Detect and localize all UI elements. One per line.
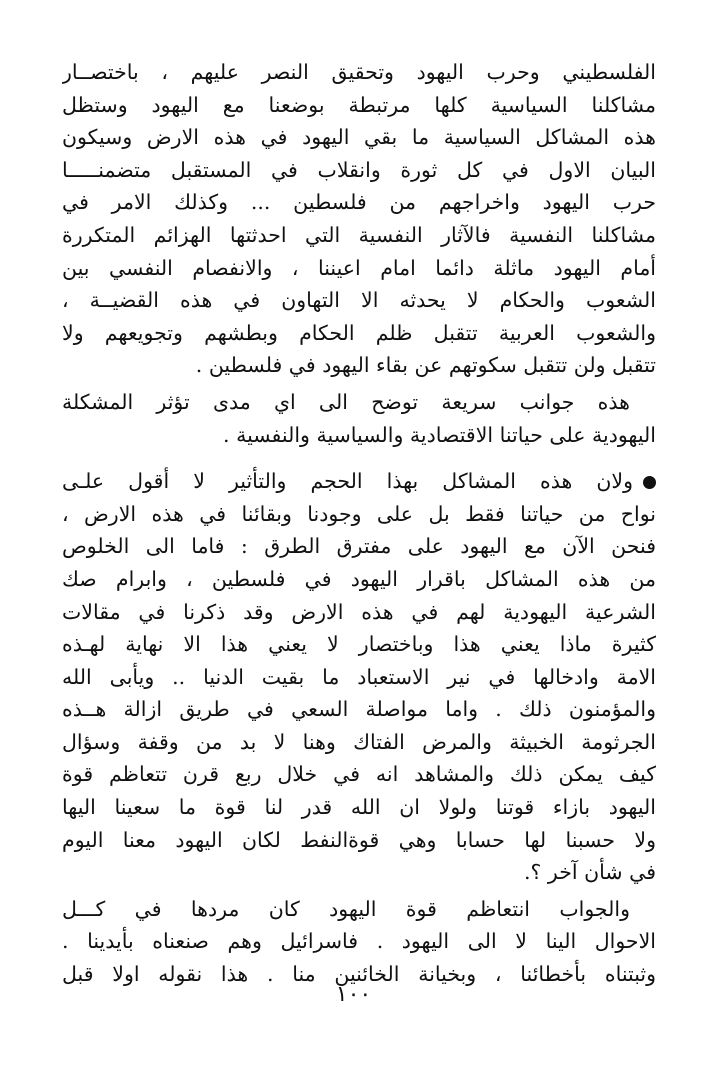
paragraph-1 <box>62 56 656 382</box>
text-line: أمام اليهود ماثلة دائما امام اعيننا ، والانفصام النفسي بين <box>62 255 656 280</box>
text-line: مشاكلنا النفسية فالآثار النفسية التي احدثتها الهزائم المتكررة <box>62 222 656 247</box>
book-page <box>62 56 656 995</box>
text-line: وثبتناه بأخطائنا ، وبخيانة الخائنين منا . هذا نقوله اولا قبل <box>62 962 656 987</box>
text-line: الجرثومة الخبيثة والمرض الفتاك وهنا لا بد من وقفة وسؤال <box>62 729 656 754</box>
text-line: مشاكلنا السياسية كلها مرتبطة بوضعنا مع اليهود وستظل <box>62 92 656 117</box>
paragraph-2 <box>62 386 656 451</box>
text-line: الاحوال الينا لا الى اليهود . فاسرائيل وهم صنعناه بأيدينا . <box>62 929 656 954</box>
text-line: في شأن آخر ؟. <box>524 860 656 885</box>
text-line: نواح من حياتنا فقط بل على وجودنا وبقائنا في هذه الارض ، <box>62 501 656 526</box>
page-number: ١٠٠ <box>335 982 372 1007</box>
text-line: اليهود بازاء قوتنا ولولا ان الله قدر لنا قوة ما سعينا اليها <box>62 795 656 820</box>
text-line: والمؤمنون ذلك . واما مواصلة السعي في طريق ازالة هــذه <box>62 697 656 722</box>
paragraph-3 <box>62 465 656 889</box>
text-line: هذه جوانب سريعة توضح الى اي مدى تؤثر المشكلة <box>62 389 630 414</box>
text-line: اليهودية على حياتنا الاقتصادية والسياسية والنفسية . <box>223 422 656 447</box>
text-line: والجواب انتعاظم قوة اليهود كان مردها في كـــل <box>62 896 630 921</box>
text-line: من هذه المشاكل باقرار اليهود في فلسطين ، وابرام صك <box>62 566 656 591</box>
text-line: الشعوب والحكام لا يحدثه الا التهاون في هذه القضيــة ، <box>62 288 656 313</box>
text-line-with-bullet <box>62 465 656 498</box>
text-line: البيان الاول في كل ثورة وانقلاب في المستقبل متضمنـــــا <box>62 157 656 182</box>
paragraph-4 <box>62 893 656 991</box>
text-line: حرب اليهود واخراجهم من فلسطين ... وكذلك الامر في <box>62 190 656 215</box>
text-line: ولا حسبنا لها حسابا وهي قوةالنفط لكان اليهود معنا اليوم <box>62 827 656 852</box>
text-line: تتقبل ولن تتقبل سكوتهم عن بقاء اليهود في فلسطين . <box>195 353 656 378</box>
bullet-icon <box>643 476 656 489</box>
text-line: هذه المشاكل السياسية ما بقي اليهود في هذه الارض وسيكون <box>62 125 656 150</box>
text-line: والشعوب العربية تتقبل ظلم الحكام وبطشهم وتجويعهم ولا <box>62 320 656 345</box>
text-line: كثيرة ماذا يعني هذا وباختصار لا يعني هذا الا نهاية لهـذه <box>62 632 656 657</box>
text-line: الشرعية اليهودية لهم في هذه الارض وقد ذكرنا في مقالات <box>62 599 656 624</box>
text-line: كيف يمكن ذلك والمشاهد انه في خلال ربع قرن تتعاظم قوة <box>62 762 656 787</box>
text-line: فنحن الآن مع اليهود على مفترق الطرق : فاما الى الخلوص <box>62 534 656 559</box>
text-line: الامة وادخالها في نير الاستعباد ما بقيت الدنيا .. ويأبى الله <box>62 664 656 689</box>
text-line: ولان هذه المشاكل بهذا الحجم والتأثير لا أقول علـى <box>62 469 633 494</box>
text-line: الفلسطيني وحرب اليهود وتحقيق النصر عليهم ، باختصــار <box>62 60 656 84</box>
